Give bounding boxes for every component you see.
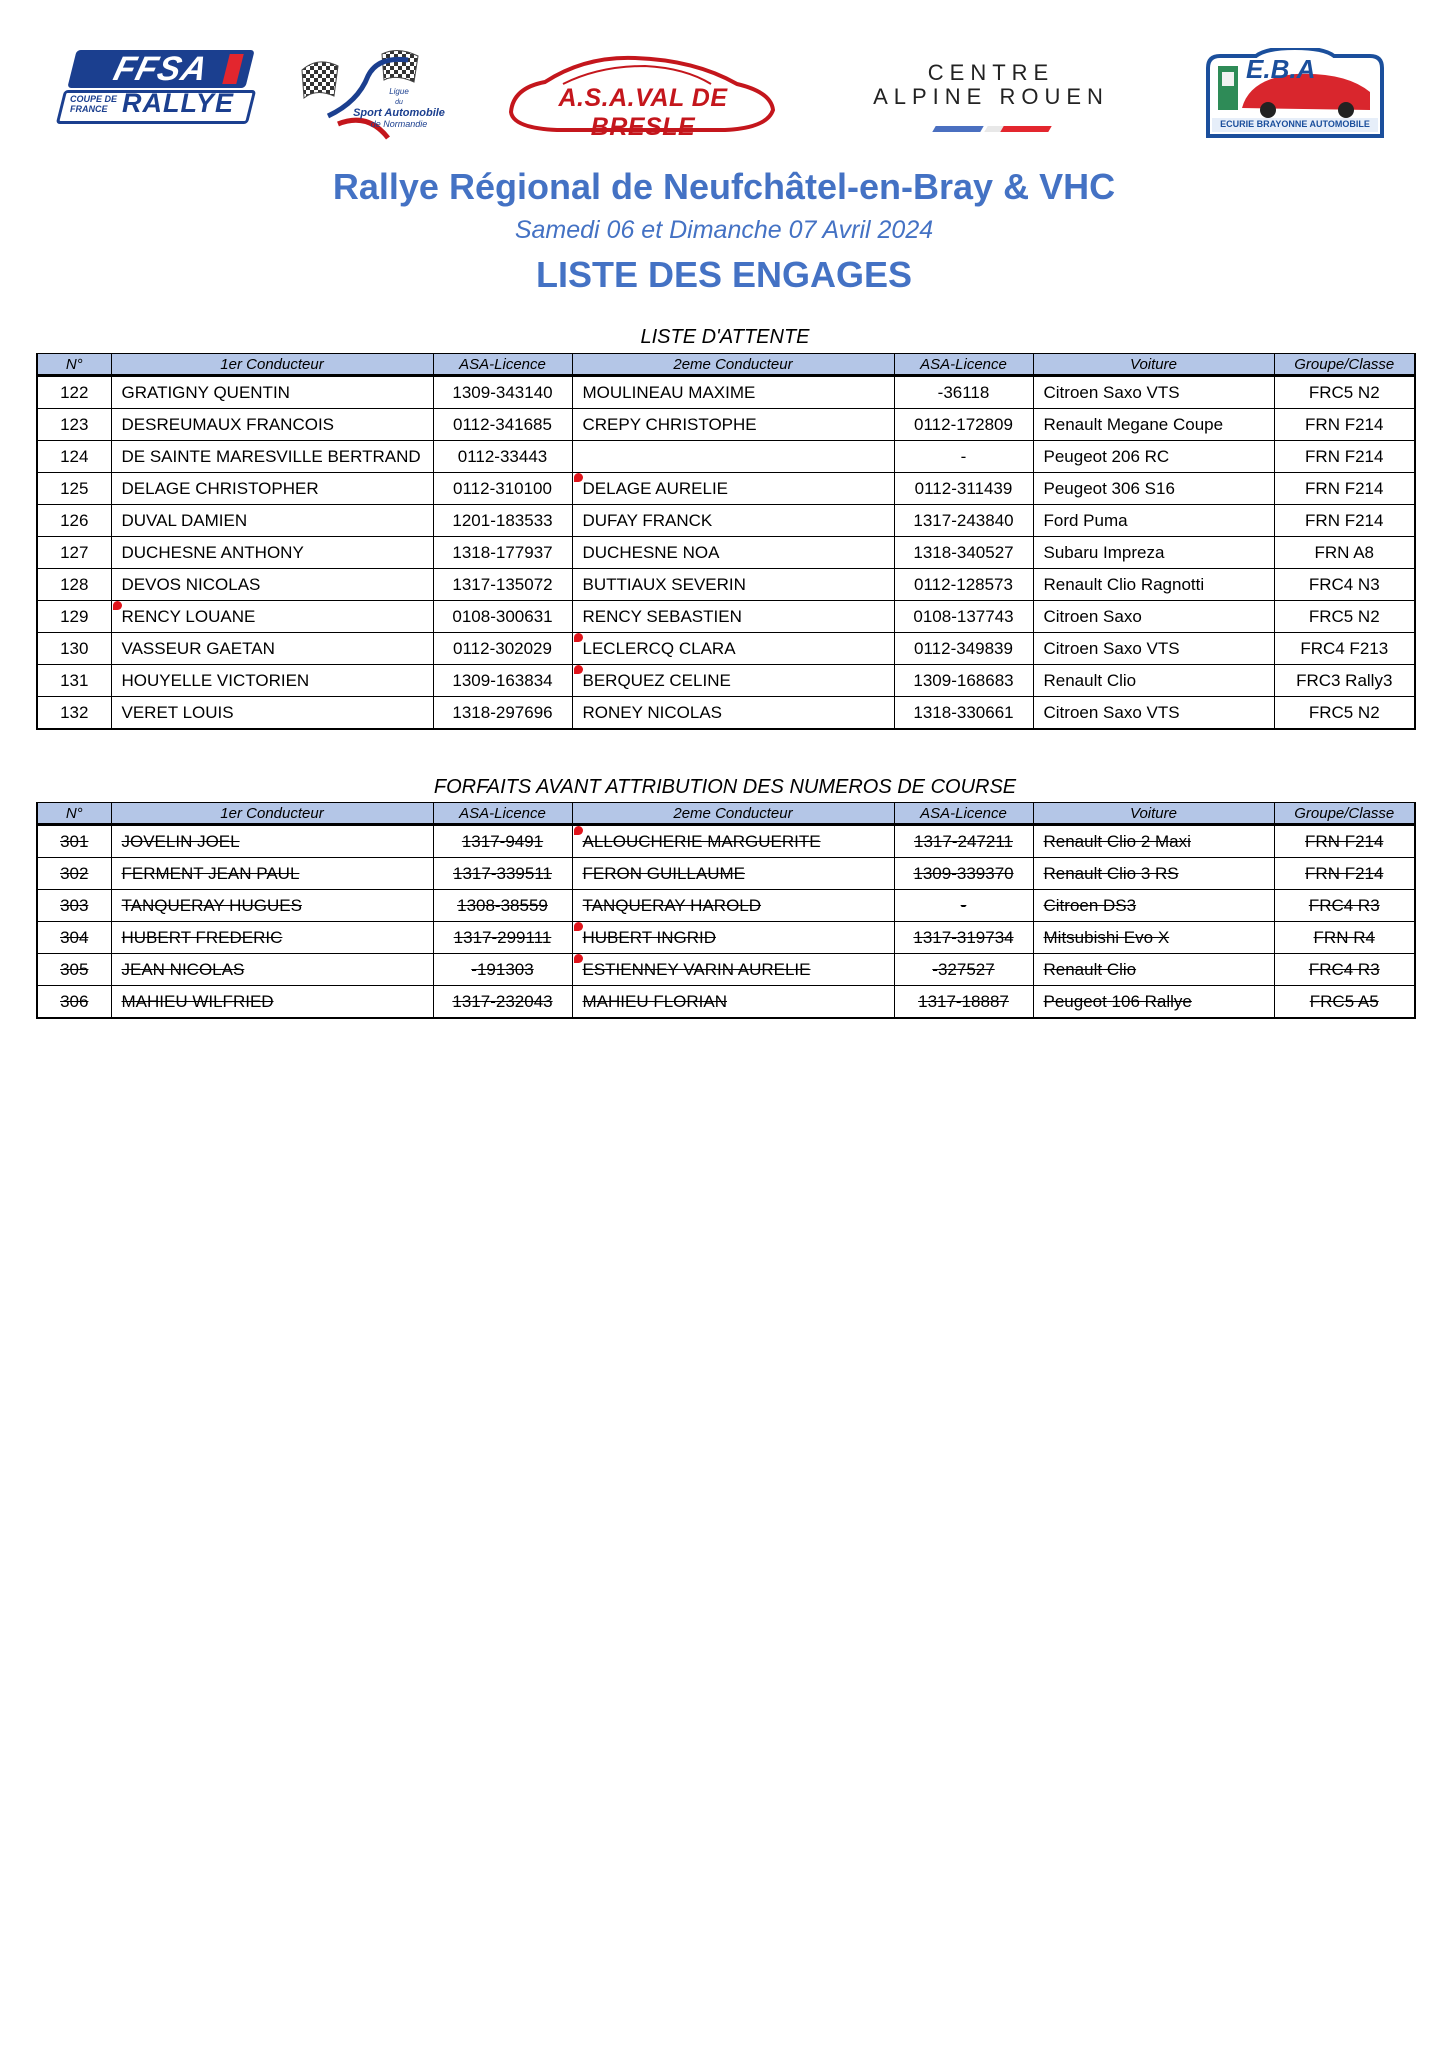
driver1-licence: 1309-343140 xyxy=(433,376,572,409)
table-row xyxy=(37,441,1415,473)
driver1-name: DUVAL DAMIEN xyxy=(111,505,433,537)
driver1-licence: 1201-183533 xyxy=(433,505,572,537)
group-class: FRC5 N2 xyxy=(1274,697,1415,730)
entry-number: 304 xyxy=(37,922,111,954)
table-row xyxy=(37,922,1415,954)
driver1-name: GRATIGNY QUENTIN xyxy=(111,376,433,409)
waiting-list-table xyxy=(36,353,1416,730)
comment-marker-icon xyxy=(113,601,122,610)
group-class: FRN F214 xyxy=(1274,409,1415,441)
car-model: Ford Puma xyxy=(1033,505,1274,537)
entry-number: 130 xyxy=(37,633,111,665)
ffsa-logo: FFSA COUPE DE FRANCE RALLYE xyxy=(60,50,254,118)
driver1-licence: 1318-297696 xyxy=(433,697,572,730)
entry-number: 124 xyxy=(37,441,111,473)
driver1-licence: 1317-232043 xyxy=(433,986,572,1019)
entry-number: 302 xyxy=(37,858,111,890)
group-class: FRN F214 xyxy=(1274,473,1415,505)
group-class: FRN F214 xyxy=(1274,441,1415,473)
driver1-name: DEVOS NICOLAS xyxy=(111,569,433,601)
comment-marker-icon xyxy=(574,665,583,674)
table-header-row xyxy=(37,354,1415,376)
table-header-row xyxy=(37,803,1415,825)
entry-number: 125 xyxy=(37,473,111,505)
comment-marker-icon xyxy=(574,954,583,963)
group-class: FRC5 A5 xyxy=(1274,986,1415,1019)
col-header-driver1: 1er Conducteur xyxy=(111,803,433,825)
entry-number: 306 xyxy=(37,986,111,1019)
car-model: Citroen DS3 xyxy=(1033,890,1274,922)
entry-number: 131 xyxy=(37,665,111,697)
col-header-licence2: ASA-Licence xyxy=(894,803,1033,825)
car-model: Renault Clio xyxy=(1033,665,1274,697)
driver2-name xyxy=(572,441,894,473)
entry-number: 128 xyxy=(37,569,111,601)
ligue-normandie-logo: Ligue du Sport Automobile de Normandie xyxy=(298,46,458,142)
entry-number: 303 xyxy=(37,890,111,922)
col-header-licence1: ASA-Licence xyxy=(433,354,572,376)
col-header-number: N° xyxy=(37,803,111,825)
driver1-name: TANQUERAY HUGUES xyxy=(111,890,433,922)
asa-val-de-bresle-logo: A.S.A.VAL DE BRESLE xyxy=(505,50,777,134)
group-class: FRN F214 xyxy=(1274,825,1415,858)
table-row xyxy=(37,954,1415,986)
group-class: FRC4 R3 xyxy=(1274,890,1415,922)
driver1-name: HUBERT FREDERIC xyxy=(111,922,433,954)
col-header-driver2: 2eme Conducteur xyxy=(572,803,894,825)
entry-number: 123 xyxy=(37,409,111,441)
group-class: FRC4 R3 xyxy=(1274,954,1415,986)
driver2-name: CREPY CHRISTOPHE xyxy=(572,409,894,441)
table-row xyxy=(37,473,1415,505)
group-class: FRC5 N2 xyxy=(1274,376,1415,409)
driver1-name: JEAN NICOLAS xyxy=(111,954,433,986)
col-header-group: Groupe/Classe xyxy=(1274,803,1415,825)
driver2-name: DELAGE AURELIE xyxy=(572,473,894,505)
centre-alpine-rouen-logo: CENTRE ALPINE ROUEN xyxy=(826,60,1156,140)
driver2-name: RONEY NICOLAS xyxy=(572,697,894,730)
driver2-licence: 0108-137743 xyxy=(894,601,1033,633)
driver1-licence: 1317-339511 xyxy=(433,858,572,890)
table-row xyxy=(37,697,1415,730)
driver2-licence: - xyxy=(894,441,1033,473)
driver2-licence: 1317-243840 xyxy=(894,505,1033,537)
driver2-licence: 0112-172809 xyxy=(894,409,1033,441)
car-model: Renault Clio 3 RS xyxy=(1033,858,1274,890)
group-class: FRC4 N3 xyxy=(1274,569,1415,601)
driver1-licence: 1318-177937 xyxy=(433,537,572,569)
driver1-name: JOVELIN JOEL xyxy=(111,825,433,858)
car-model: Subaru Impreza xyxy=(1033,537,1274,569)
table-row xyxy=(37,633,1415,665)
comment-marker-icon xyxy=(574,633,583,642)
entry-number: 132 xyxy=(37,697,111,730)
driver2-name: HUBERT INGRID xyxy=(572,922,894,954)
driver2-licence: 1318-340527 xyxy=(894,537,1033,569)
ffsa-logo-brand: FFSA xyxy=(67,50,254,88)
driver2-name: DUFAY FRANCK xyxy=(572,505,894,537)
group-class: FRC5 N2 xyxy=(1274,601,1415,633)
table-row xyxy=(37,569,1415,601)
driver1-name: VERET LOUIS xyxy=(111,697,433,730)
driver1-licence: 0112-33443 xyxy=(433,441,572,473)
car-model: Citroen Saxo xyxy=(1033,601,1274,633)
entry-number: 129 xyxy=(37,601,111,633)
driver1-licence: 1309-163834 xyxy=(433,665,572,697)
driver2-licence: -36118 xyxy=(894,376,1033,409)
col-header-driver1: 1er Conducteur xyxy=(111,354,433,376)
waiting-list-heading: LISTE D'ATTENTE xyxy=(640,326,810,348)
driver2-licence: 1309-339370 xyxy=(894,858,1033,890)
driver1-licence: 0108-300631 xyxy=(433,601,572,633)
table-row xyxy=(37,601,1415,633)
comment-marker-icon xyxy=(574,922,583,931)
driver1-name: DUCHESNE ANTHONY xyxy=(111,537,433,569)
driver2-licence: 1318-330661 xyxy=(894,697,1033,730)
driver1-licence: 1317-299111 xyxy=(433,922,572,954)
driver2-licence: 0112-128573 xyxy=(894,569,1033,601)
driver2-licence: - xyxy=(894,890,1033,922)
ecurie-brayonne-logo: E.B.A ECURIE BRAYONNE AUTOMOBILE xyxy=(1206,48,1384,140)
driver1-name: DESREUMAUX FRANCOIS xyxy=(111,409,433,441)
list-title: LISTE DES ENGAGES xyxy=(535,254,913,295)
driver1-licence: -191303 xyxy=(433,954,572,986)
group-class: FRN F214 xyxy=(1274,858,1415,890)
driver1-licence: 0112-341685 xyxy=(433,409,572,441)
group-class: FRN A8 xyxy=(1274,537,1415,569)
driver2-name: ALLOUCHERIE MARGUERITE xyxy=(572,825,894,858)
driver2-name: LECLERCQ CLARA xyxy=(572,633,894,665)
entry-number: 127 xyxy=(37,537,111,569)
driver1-licence: 1308-38559 xyxy=(433,890,572,922)
driver1-licence: 0112-302029 xyxy=(433,633,572,665)
driver2-licence: 1309-168683 xyxy=(894,665,1033,697)
driver1-licence: 1317-9491 xyxy=(433,825,572,858)
driver2-name: BERQUEZ CELINE xyxy=(572,665,894,697)
driver1-name: DELAGE CHRISTOPHER xyxy=(111,473,433,505)
col-header-group: Groupe/Classe xyxy=(1274,354,1415,376)
event-dates: Samedi 06 et Dimanche 07 Avril 2024 xyxy=(514,216,934,244)
driver2-licence: 1317-319734 xyxy=(894,922,1033,954)
car-model: Renault Clio 2 Maxi xyxy=(1033,825,1274,858)
col-header-number: N° xyxy=(37,354,111,376)
col-header-car: Voiture xyxy=(1033,803,1274,825)
table-row xyxy=(37,505,1415,537)
driver2-name: FERON GUILLAUME xyxy=(572,858,894,890)
sponsor-logos xyxy=(0,40,1448,140)
driver2-licence: 0112-311439 xyxy=(894,473,1033,505)
table-row xyxy=(37,890,1415,922)
driver2-licence: 0112-349839 xyxy=(894,633,1033,665)
driver1-name: HOUYELLE VICTORIEN xyxy=(111,665,433,697)
col-header-licence1: ASA-Licence xyxy=(433,803,572,825)
table-row xyxy=(37,986,1415,1019)
table-row xyxy=(37,858,1415,890)
driver1-name: FERMENT JEAN PAUL xyxy=(111,858,433,890)
driver1-name: RENCY LOUANE xyxy=(111,601,433,633)
col-header-driver2: 2eme Conducteur xyxy=(572,354,894,376)
driver1-name: MAHIEU WILFRIED xyxy=(111,986,433,1019)
group-class: FRN R4 xyxy=(1274,922,1415,954)
table-row xyxy=(37,825,1415,858)
col-header-licence2: ASA-Licence xyxy=(894,354,1033,376)
car-model: Renault Clio Ragnotti xyxy=(1033,569,1274,601)
driver2-licence: 1317-247211 xyxy=(894,825,1033,858)
col-header-car: Voiture xyxy=(1033,354,1274,376)
group-class: FRC3 Rally3 xyxy=(1274,665,1415,697)
car-model: Mitsubishi Evo X xyxy=(1033,922,1274,954)
driver2-name: ESTIENNEY VARIN AURELIE xyxy=(572,954,894,986)
car-model: Citroen Saxo VTS xyxy=(1033,376,1274,409)
driver2-name: MOULINEAU MAXIME xyxy=(572,376,894,409)
driver2-name: BUTTIAUX SEVERIN xyxy=(572,569,894,601)
driver2-name: RENCY SEBASTIEN xyxy=(572,601,894,633)
car-model: Renault Megane Coupe xyxy=(1033,409,1274,441)
car-model: Peugeot 206 RC xyxy=(1033,441,1274,473)
comment-marker-icon xyxy=(574,473,583,482)
driver2-name: MAHIEU FLORIAN xyxy=(572,986,894,1019)
driver2-name: TANQUERAY HAROLD xyxy=(572,890,894,922)
entry-number: 301 xyxy=(37,825,111,858)
table-row xyxy=(37,537,1415,569)
table-row xyxy=(37,409,1415,441)
driver1-licence: 0112-310100 xyxy=(433,473,572,505)
car-model: Peugeot 106 Rallye xyxy=(1033,986,1274,1019)
event-title: Rallye Régional de Neufchâtel-en-Bray & VHC xyxy=(332,166,1116,207)
entry-number: 122 xyxy=(37,376,111,409)
withdrawals-table xyxy=(36,802,1416,1019)
entry-number: 305 xyxy=(37,954,111,986)
group-class: FRC4 F213 xyxy=(1274,633,1415,665)
driver1-name: DE SAINTE MARESVILLE BERTRAND xyxy=(111,441,433,473)
driver1-licence: 1317-135072 xyxy=(433,569,572,601)
table-row xyxy=(37,376,1415,409)
group-class: FRN F214 xyxy=(1274,505,1415,537)
driver2-licence: -327527 xyxy=(894,954,1033,986)
driver2-licence: 1317-18887 xyxy=(894,986,1033,1019)
car-model: Peugeot 306 S16 xyxy=(1033,473,1274,505)
withdrawals-heading: FORFAITS AVANT ATTRIBUTION DES NUMEROS DE COURSE xyxy=(433,776,1017,798)
car-model: Citroen Saxo VTS xyxy=(1033,697,1274,730)
car-model: Citroen Saxo VTS xyxy=(1033,633,1274,665)
table-row xyxy=(37,665,1415,697)
car-model: Renault Clio xyxy=(1033,954,1274,986)
driver1-name: VASSEUR GAETAN xyxy=(111,633,433,665)
entry-number: 126 xyxy=(37,505,111,537)
driver2-name: DUCHESNE NOA xyxy=(572,537,894,569)
comment-marker-icon xyxy=(574,826,583,835)
